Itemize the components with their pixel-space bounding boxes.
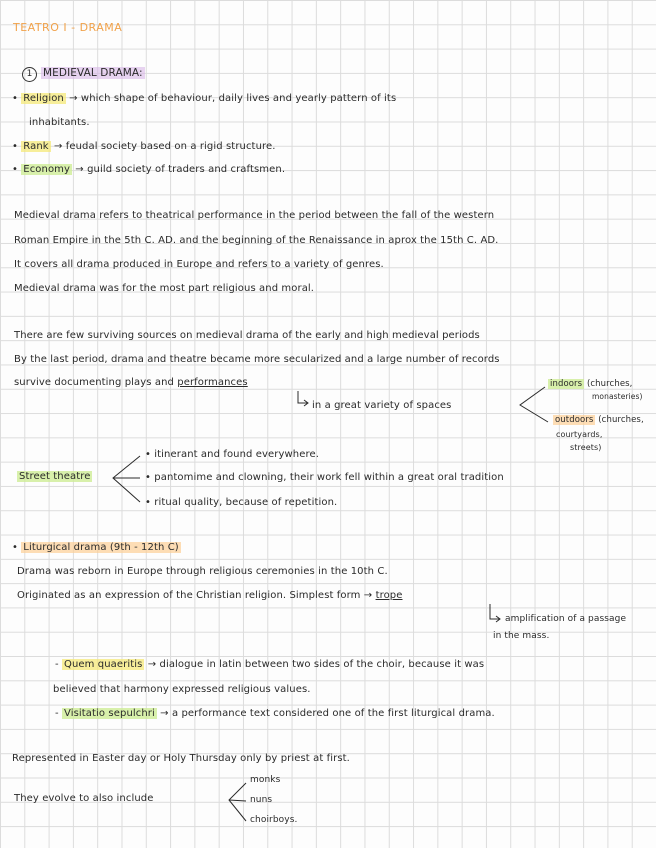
- include-item: monks: [250, 775, 281, 785]
- spaces-text: in a great variety of spaces: [312, 400, 452, 411]
- para2-line: By the last period, drama and theatre became more secularized and a large number of records: [14, 354, 500, 365]
- section-title: MEDIEVAL DRAMA:: [43, 67, 143, 79]
- outdoors-note: courtyards,: [556, 430, 603, 439]
- liturgical-line: Originated as an expression of the Christian religion. Simplest form → trope: [17, 590, 403, 601]
- bullet-economy: • Economy → guild society of traders and craftsmen.: [12, 164, 286, 175]
- para1-line: Medieval drama refers to theatrical performance in the period between the fall of the western: [14, 210, 495, 221]
- trope-note: in the mass.: [493, 631, 550, 641]
- indoors-label: indoors (churches,: [550, 379, 633, 389]
- outdoors-label: outdoors (churches,: [555, 415, 644, 425]
- para2-line: There are few surviving sources on medieval drama of the early and high medieval periods: [14, 330, 480, 341]
- bullet-religion-cont: inhabitants.: [29, 117, 90, 128]
- quem-quaeritis-cont: believed that harmony expressed religious values.: [53, 684, 311, 695]
- bullet-religion: • Religion → which shape of behaviour, daily lives and yearly pattern of its: [12, 93, 397, 104]
- include-item: choirboys.: [250, 815, 298, 825]
- para1-line: Medieval drama was for the most part religious and moral.: [14, 283, 315, 294]
- indoors-note: monasteries): [592, 392, 643, 401]
- para2-line: survive documenting plays and performances: [14, 377, 248, 388]
- para1-line: It covers all drama produced in Europe and refers to a variety of genres.: [14, 259, 384, 270]
- arrow-trope: [490, 604, 500, 619]
- performances-word: performances: [177, 377, 248, 388]
- section-number: 1: [22, 67, 37, 82]
- brace-spaces: [520, 387, 548, 422]
- street-theatre-label: Street theatre: [19, 471, 91, 482]
- liturgical-heading: • Liturgical drama (9th - 12th C): [12, 542, 179, 553]
- page-title: TEATRO I - DRAMA: [13, 21, 123, 34]
- para1-line: Roman Empire in the 5th C. AD. and the beginning of the Renaissance in aprox the 15th C. AD.: [14, 235, 499, 246]
- quem-quaeritis-item: - Quem quaeritis → dialogue in latin between two sides of the choir, because it was: [55, 659, 485, 670]
- trope-word: trope: [375, 590, 403, 601]
- visitatio-item: - Visitatio sepulchri → a performance text considered one of the first liturgical drama.: [55, 708, 495, 719]
- street-item: • ritual quality, because of repetition.: [145, 497, 338, 508]
- closing-line: Represented in Easter day or Holy Thursday only by priest at first.: [12, 753, 350, 764]
- arrow-performances-spaces: [298, 391, 308, 403]
- brace-street: [113, 456, 140, 502]
- trope-note: amplification of a passage: [505, 614, 627, 624]
- brace-includes: [229, 783, 246, 821]
- bullet-rank: • Rank → feudal society based on a rigid structure.: [12, 141, 276, 152]
- include-item: nuns: [250, 795, 273, 805]
- closing-line: They evolve to also include: [14, 793, 154, 804]
- street-item: • itinerant and found everywhere.: [145, 449, 320, 460]
- liturgical-line: Drama was reborn in Europe through religious ceremonies in the 10th C.: [17, 566, 388, 577]
- outdoors-note: streets): [570, 443, 602, 452]
- street-item: • pantomime and clowning, their work fell within a great oral tradition: [145, 472, 504, 483]
